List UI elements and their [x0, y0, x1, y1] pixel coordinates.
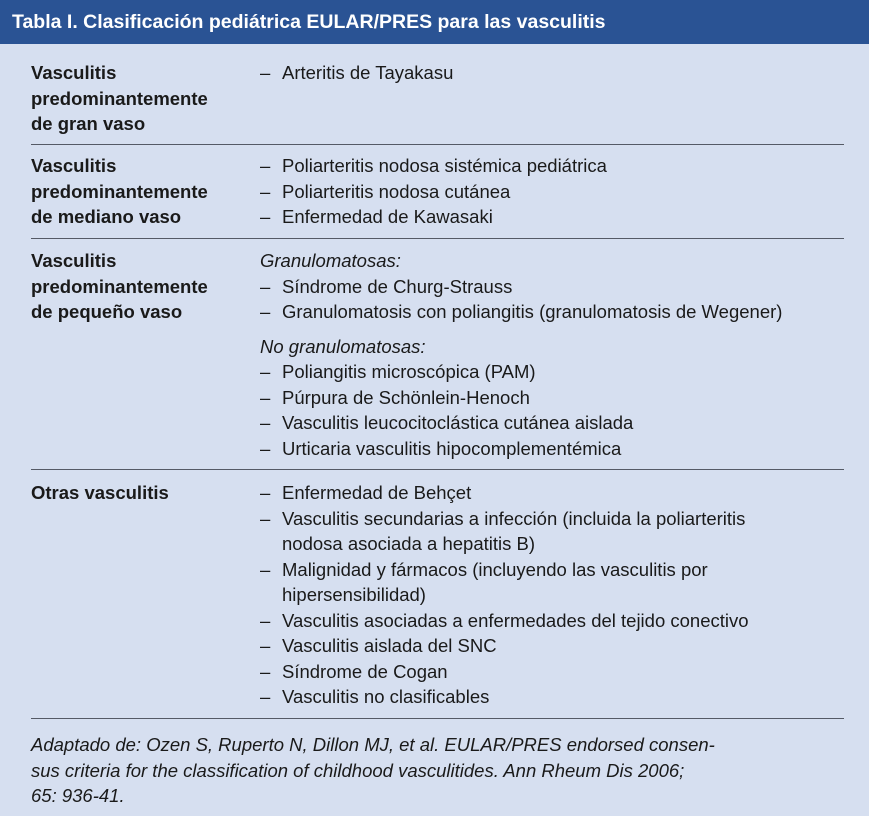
- footnote-line: sus criteria for the classification of childhood vasculitides. Ann Rheum Dis 2006;: [31, 759, 685, 781]
- row-label: [31, 480, 251, 506]
- list-item-text: Poliarteritis nodosa sistémica pediátrica: [282, 155, 607, 176]
- dash-bullet: –: [260, 482, 271, 503]
- dash-bullet: –: [260, 155, 271, 176]
- list-item-text-continued: nodosa asociada a hepatitis B): [282, 533, 536, 554]
- row-items: [260, 153, 850, 230]
- row-divider: [31, 238, 844, 239]
- dash-bullet: –: [260, 412, 271, 433]
- list-item-text: Vasculitis secundarias a infección (incluida la poliarteritis: [282, 507, 746, 529]
- dash-bullet: –: [260, 507, 271, 529]
- list-item: [260, 359, 850, 385]
- group-heading: Granulomatosas:: [260, 250, 401, 271]
- group-spacer: [260, 325, 850, 334]
- list-item: [260, 60, 850, 86]
- dash-bullet: –: [260, 301, 271, 322]
- list-item: [260, 659, 850, 685]
- dash-bullet: –: [260, 275, 271, 297]
- row-label-line: predominantemente: [31, 87, 208, 109]
- dash-bullet: –: [260, 437, 271, 459]
- row-items: [260, 60, 850, 86]
- list-item: [260, 684, 850, 710]
- row-items: [260, 248, 850, 461]
- list-item-text: Arteritis de Tayakasu: [282, 62, 454, 83]
- dash-bullet: –: [260, 558, 271, 580]
- list-item-text-continued: hipersensibilidad): [282, 584, 426, 605]
- list-item-text: Púrpura de Schönlein-Henoch: [282, 386, 530, 408]
- row-divider: [31, 469, 844, 470]
- list-item: [260, 153, 850, 179]
- list-item: [260, 410, 850, 436]
- list-item-text: Enfermedad de Behçet: [282, 482, 472, 503]
- table-title: Tabla I. Clasificación pediátrica EULAR/PRES para las vasculitis: [0, 0, 869, 44]
- list-item-text: Vasculitis asociadas a enfermedades del tejido conectivo: [282, 609, 749, 631]
- dash-bullet: –: [260, 386, 271, 408]
- dash-bullet: –: [260, 180, 271, 202]
- list-item-text: Urticaria vasculitis hipocomplementémica: [282, 437, 622, 459]
- row-label-line: Vasculitis: [31, 62, 117, 83]
- dash-bullet: –: [260, 361, 271, 382]
- list-item: [260, 480, 850, 506]
- list-item: [260, 608, 850, 634]
- list-item: [260, 179, 850, 205]
- list-item: [260, 506, 850, 557]
- list-item-text: Granulomatosis con poliangitis (granulomatosis de Wegener): [282, 301, 783, 322]
- footnote-line: 65: 936-41.: [31, 785, 125, 806]
- footnote-line: Adaptado de: Ozen S, Ruperto N, Dillon MJ, et al. EULAR/PRES endorsed consen-: [31, 734, 715, 755]
- list-item-text: Síndrome de Churg-Strauss: [282, 275, 513, 297]
- list-item-text: Vasculitis aislada del SNC: [282, 635, 497, 656]
- dash-bullet: –: [260, 62, 271, 83]
- list-item: [260, 385, 850, 411]
- row-label: [31, 60, 251, 137]
- group-heading: No granulomatosas:: [260, 335, 426, 357]
- list-item-text: Síndrome de Cogan: [282, 660, 448, 682]
- list-item: [260, 274, 850, 300]
- row-label-line: Vasculitis: [31, 250, 117, 271]
- list-item: [260, 557, 850, 608]
- list-item: [260, 633, 850, 659]
- list-item: [260, 299, 850, 325]
- row-label: [31, 153, 251, 230]
- row-label-line: Vasculitis: [31, 155, 117, 176]
- row-label-line: de pequeño vaso: [31, 301, 183, 322]
- list-item-text: Vasculitis leucocitoclástica cutánea aislada: [282, 412, 634, 433]
- row-items: [260, 480, 850, 710]
- dash-bullet: –: [260, 609, 271, 631]
- list-item-text: Poliarteritis nodosa cutánea: [282, 180, 511, 202]
- list-item-text: Vasculitis no clasificables: [282, 686, 490, 707]
- dash-bullet: –: [260, 635, 271, 656]
- row-divider: [31, 144, 844, 145]
- row-label-line: Otras vasculitis: [31, 482, 169, 503]
- dash-bullet: –: [260, 686, 271, 707]
- row-label-line: de mediano vaso: [31, 206, 182, 227]
- table-footnote: [31, 732, 851, 809]
- dash-bullet: –: [260, 206, 271, 227]
- row-label-line: de gran vaso: [31, 113, 146, 134]
- list-item: [260, 204, 850, 230]
- dash-bullet: –: [260, 660, 271, 682]
- row-label-line: predominantemente: [31, 275, 208, 297]
- list-item-text: Enfermedad de Kawasaki: [282, 206, 493, 227]
- list-item: [260, 436, 850, 462]
- row-divider: [31, 718, 844, 719]
- list-item-text: Poliangitis microscópica (PAM): [282, 361, 536, 382]
- row-label-line: predominantemente: [31, 180, 208, 202]
- list-item-text: Malignidad y fármacos (incluyendo las vasculitis por: [282, 558, 708, 580]
- row-label: [31, 248, 251, 325]
